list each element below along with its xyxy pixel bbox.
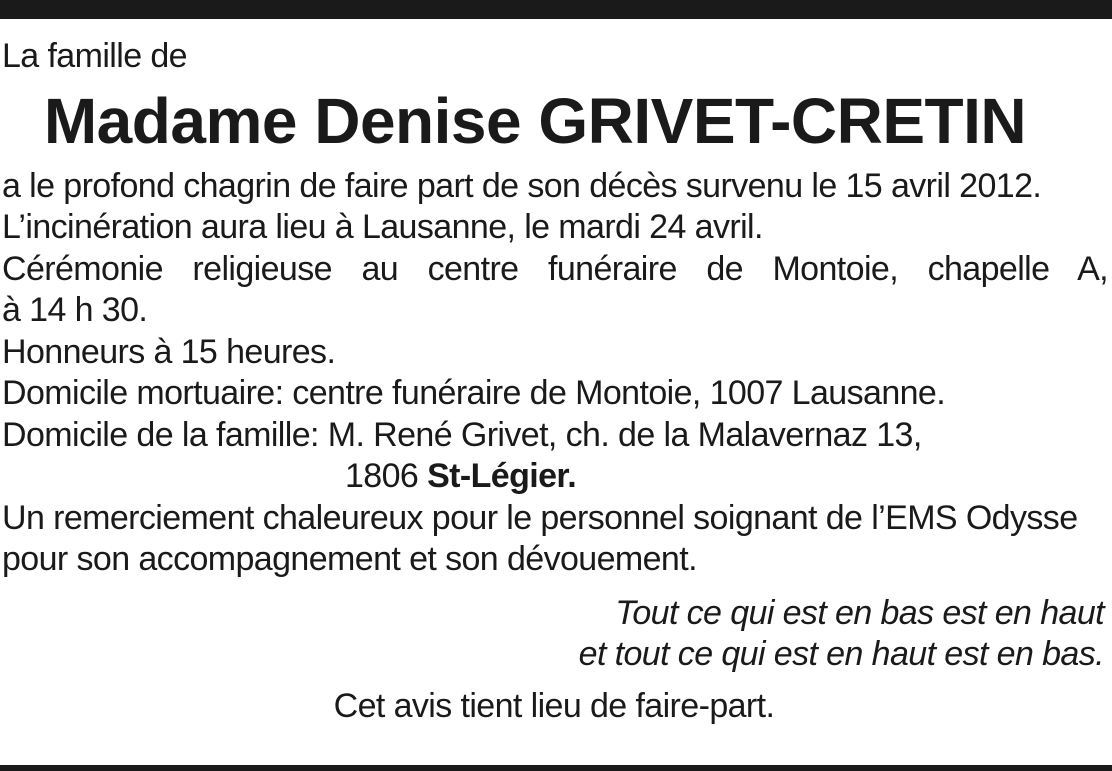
honours-line: Honneurs à 15 heures. (2, 332, 336, 371)
family-home-postcode: 1806 (345, 457, 419, 495)
thanks-line-1: Un remerciement chaleureux pour le personnel soignant de l’EMS Odysse (2, 498, 1078, 537)
family-home-line-1: Domicile de la famille: M. René Grivet, ch. de la Malavernaz 13, (2, 415, 922, 454)
announcement-line: a le profond chagrin de faire part de son décès survenu le 15 avril 2012. (2, 166, 1042, 205)
deceased-name: Madame Denise GRIVET-CRETIN (43, 84, 1027, 157)
obituary-notice (2, 36, 1108, 727)
ceremony-line-1: Cérémonie religieuse au centre funéraire de Montoie, chapelle A, (2, 249, 1108, 288)
closing-line: Cet avis tient lieu de faire-part. (333, 686, 775, 725)
thanks-line-2: pour son accompagnement et son dévouement. (2, 540, 697, 578)
family-home-city: St-Légier. (427, 457, 577, 495)
top-border-rule (0, 0, 1112, 19)
family-home-line-2 (2, 456, 1108, 498)
quote-line-1: Tout ce qui est en bas est en haut (615, 593, 1104, 632)
cremation-line: L’incinération aura lieu à Lausanne, le mardi 24 avril. (2, 208, 763, 246)
intro-line: La famille de (2, 37, 187, 75)
quote-line-2: et tout ce qui est en haut est en bas. (578, 635, 1104, 673)
bottom-border-rule (0, 765, 1112, 771)
mortuary-home-line: Domicile mortuaire: centre funéraire de Montoie, 1007 Lausanne. (2, 374, 946, 412)
ceremony-line-2: à 14 h 30. (2, 291, 148, 329)
